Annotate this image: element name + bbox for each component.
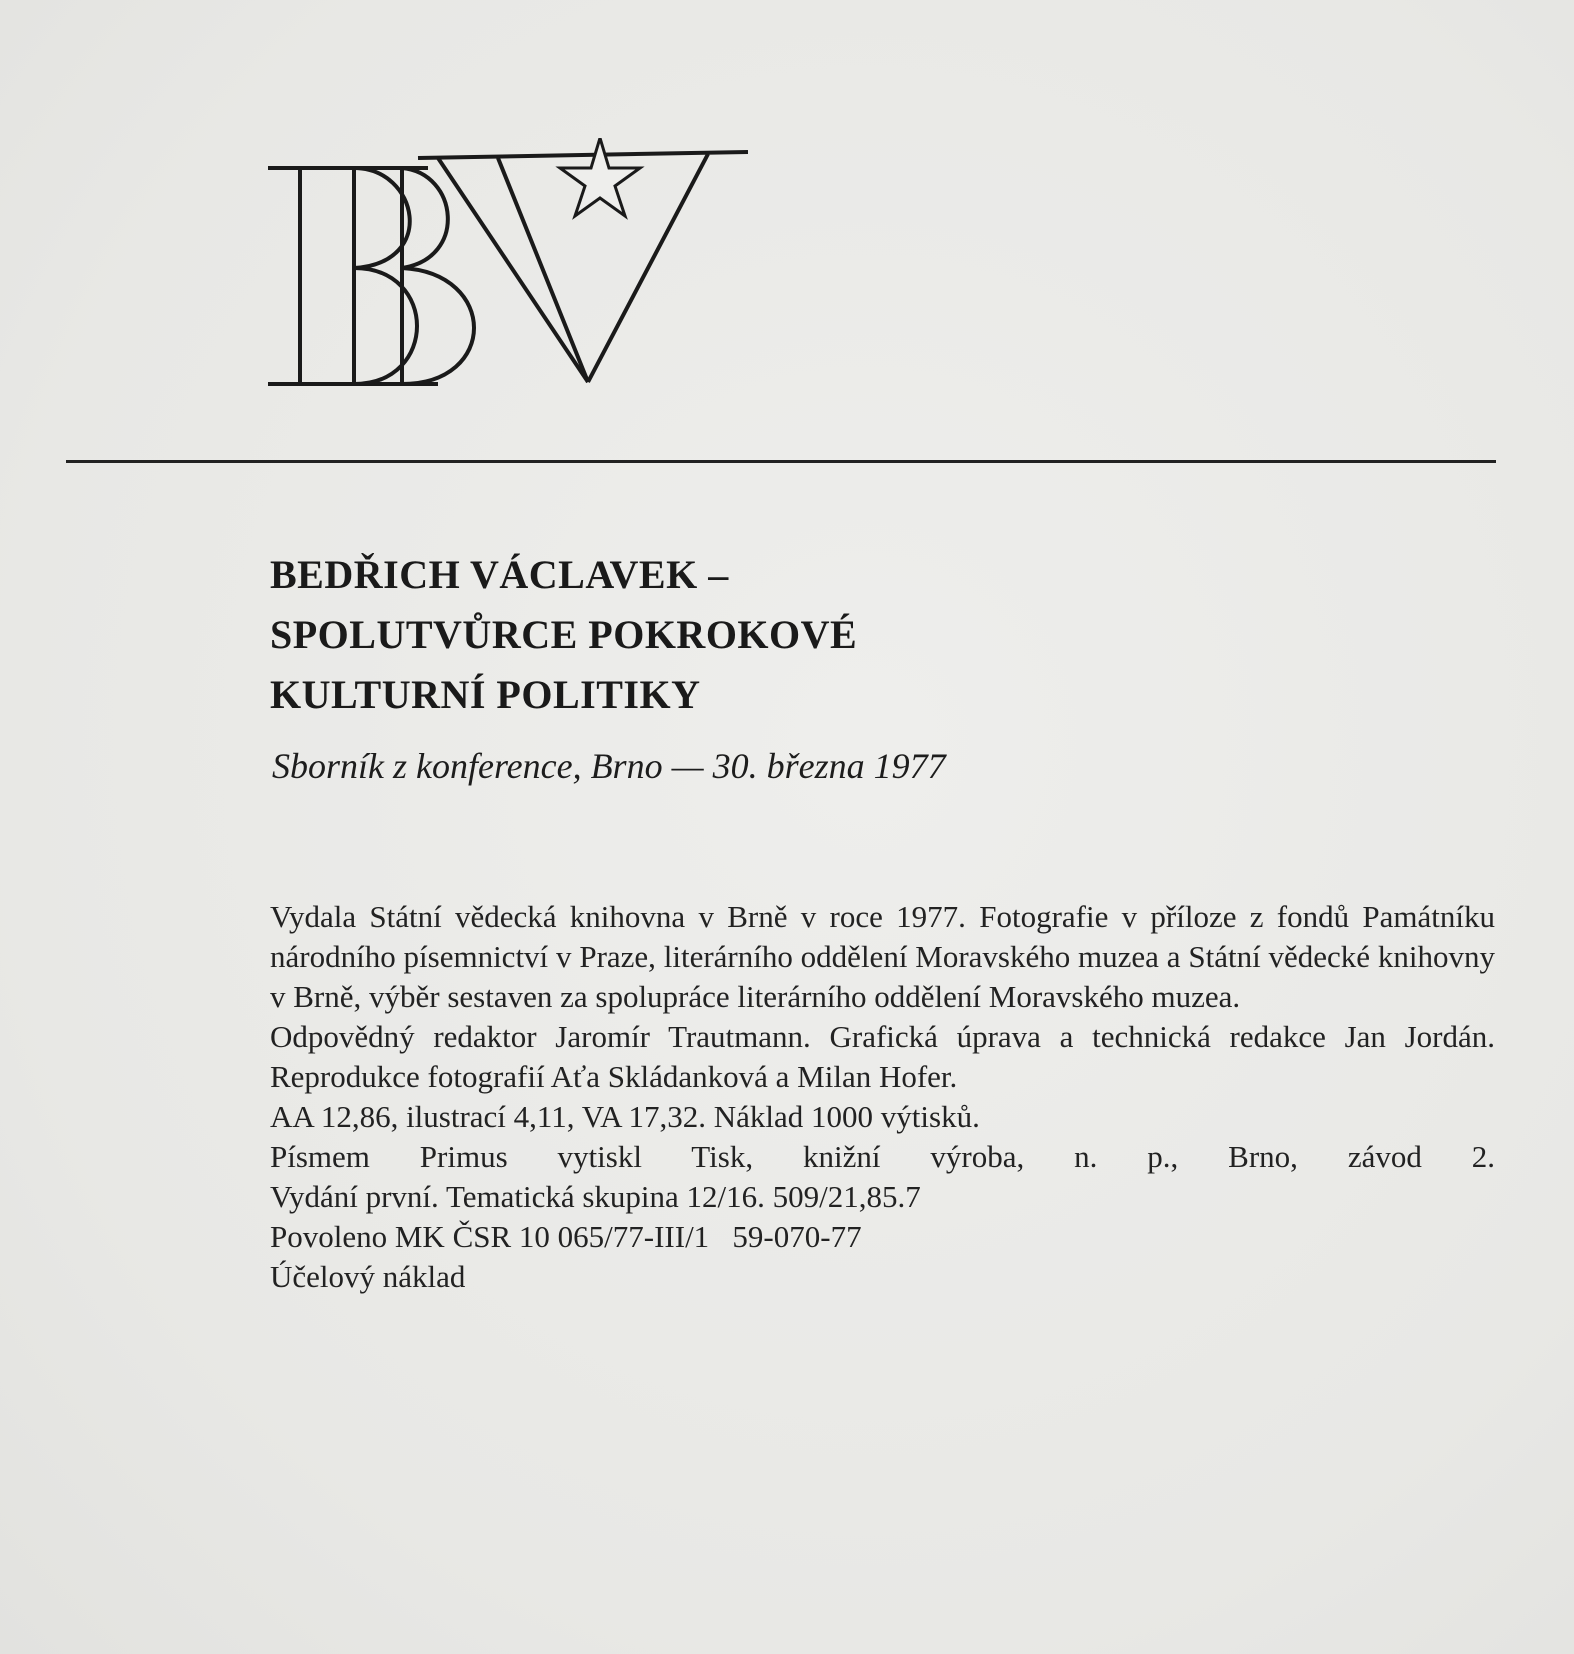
book-title — [270, 545, 1420, 725]
horizontal-divider — [66, 460, 1496, 463]
imprint-block — [270, 897, 1495, 1297]
imprint-line-permit: Povoleno MK ČSR 10 065/77-III/1 59-070-77 — [270, 1219, 862, 1254]
imprint-line-printer: Písmem Primus vytiskl Tisk, knižní výroba, n. p., Brno, závod 2. — [270, 1139, 1495, 1174]
title-line-1: BEDŘICH VÁCLAVEK – — [270, 552, 729, 597]
bv-logo — [268, 138, 748, 408]
title-line-3: KULTURNÍ POLITIKY — [270, 672, 701, 717]
imprint-line-cost: Účelový náklad — [270, 1259, 466, 1294]
star-icon — [560, 138, 640, 216]
imprint-line-stats: AA 12,86, ilustrací 4,11, VA 17,32. Náklad 1000 výtisků. — [270, 1099, 980, 1134]
book-subtitle: Sborník z konference, Brno — 30. března 1977 — [272, 746, 946, 786]
imprint-paragraph-editors: Odpovědný redaktor Jaromír Trautmann. Grafická úprava a technická redakce Jan Jordán. Reprodukce fotografií Aťa Skládanková a Milan Hofer. — [270, 1019, 1495, 1094]
title-line-2: SPOLUTVŮRCE POKROKOVÉ — [270, 612, 858, 657]
imprint-paragraph-publication: Vydala Státní vědecká knihovna v Brně v roce 1977. Fotografie v příloze z fondů Památníku národního písemnictví v Praze, literárního oddělení Moravského muzea a Státní vědecké knihovny v Brně, výběr sestaven za spolupráce literárního oddělení Moravského muzea. — [270, 899, 1495, 1014]
imprint-line-edition: Vydání první. Tematická skupina 12/16. 509/21,85.7 — [270, 1179, 921, 1214]
